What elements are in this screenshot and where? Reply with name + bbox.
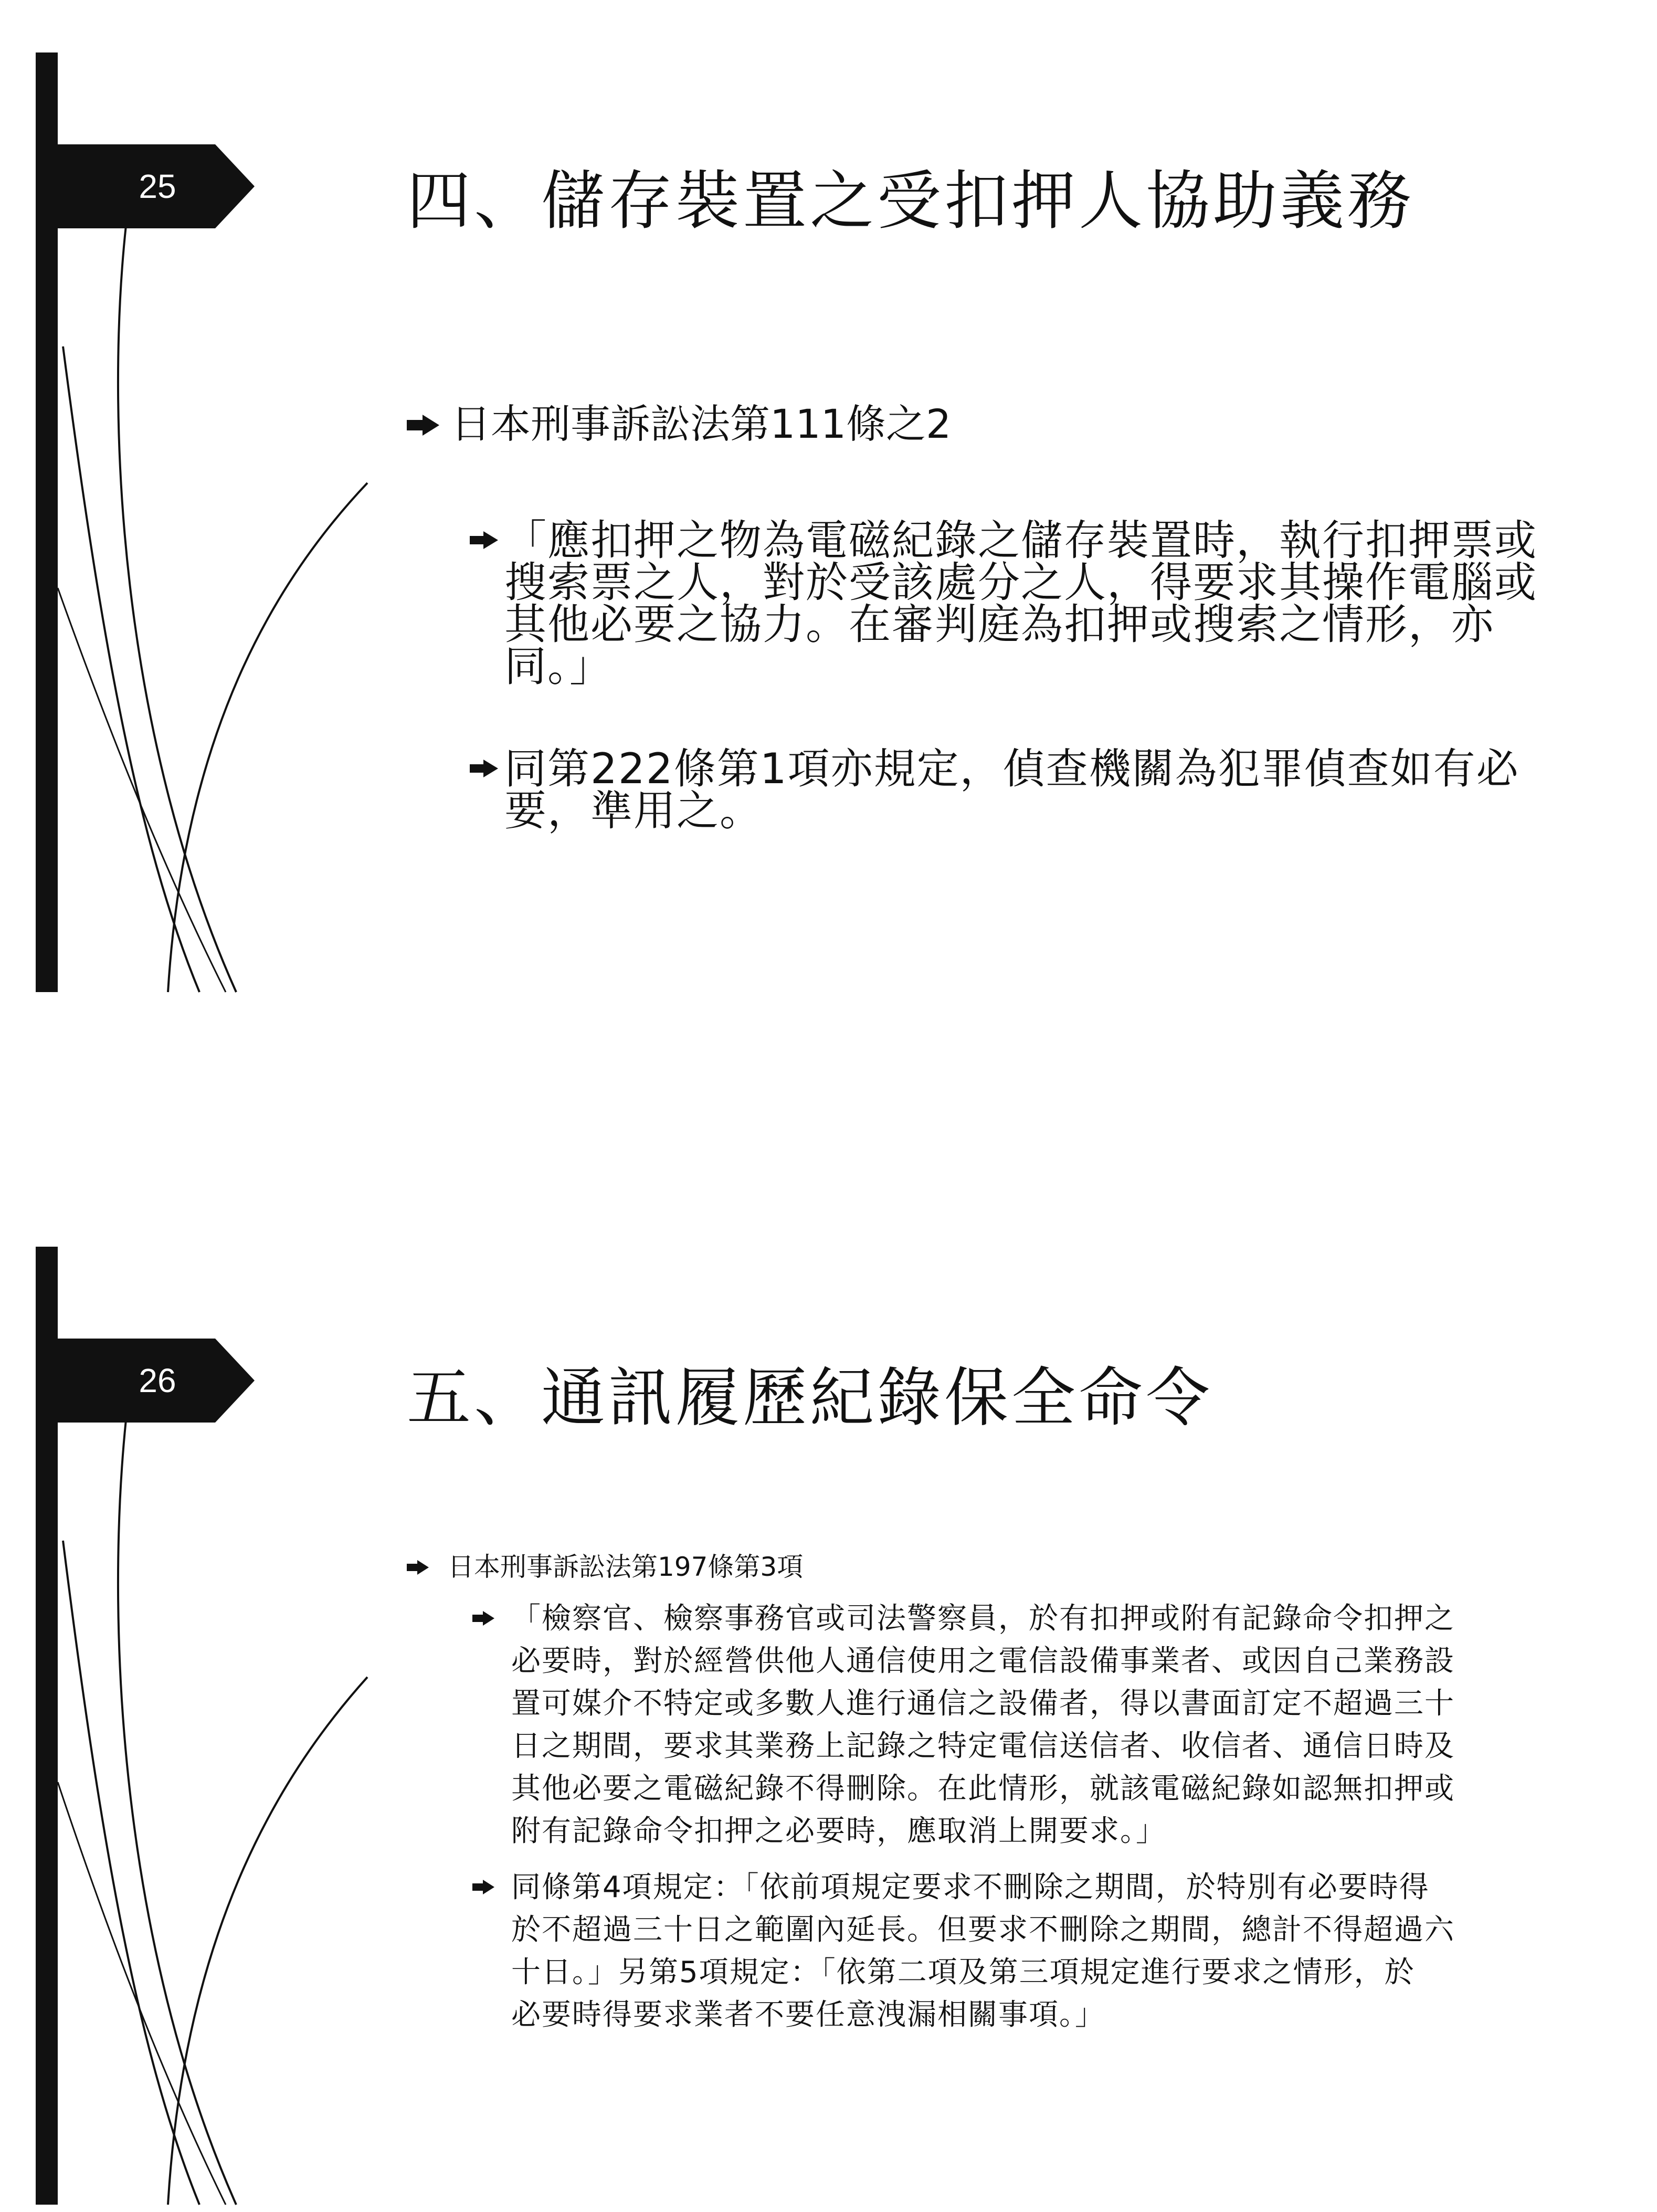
sub-bullet-item	[472, 1597, 1455, 1852]
slide-26	[0, 1247, 1657, 2212]
slide-title: 五、通訊履歷紀錄保全命令	[407, 1361, 1213, 1435]
slide-number: 25	[139, 167, 176, 205]
sub-bullet-text: 同第222條第1項亦規定，偵查機關為犯罪偵查如有必 要，準用之。	[504, 744, 1519, 835]
decorative-curve	[168, 483, 367, 992]
bullet-item	[407, 401, 952, 447]
right-arrow-icon	[470, 531, 498, 549]
bullet-text: 日本刑事訴訟法第111條之2	[451, 401, 952, 447]
sub-bullet-text: 「檢察官、檢察事務官或司法警察員，於有扣押或附有記錄命令扣押之 必要時，對於經營供他人通信使用之電信設備事業者、或因自己業務設 置可媒介不特定或多數人進行通信之設備者，得以書面訂定不超過三十 日之期間，要求其業務上記錄之特定電信送信者、收信者、通信日時及 其他必要之電磁紀錄不得刪除。在此情形，就該電磁紀錄如認無扣押或 附有記錄命令扣押之必要時，應取消上開要求。」	[511, 1602, 1455, 1848]
slide-number: 26	[139, 1362, 176, 1399]
slide-title: 四、儲存裝置之受扣押人協助義務	[407, 164, 1415, 238]
decorative-curve	[168, 1677, 367, 2205]
right-arrow-icon	[472, 1611, 494, 1626]
decorative-curve	[118, 1420, 236, 2205]
decorative-curve	[118, 226, 236, 992]
right-arrow-icon	[470, 760, 498, 777]
sub-bullet-item	[470, 744, 1519, 835]
right-arrow-icon	[407, 1560, 429, 1575]
slide-25	[0, 52, 1657, 997]
sub-bullet-text: 同條第4項規定：「依前項規定要求不刪除之期間，於特別有必要時得 於不超過三十日之範圍內延長。但要求不刪除之期間，總計不得超過六 十日。」另第5項規定：「依第二項及第三項規定進行要求之情形，於 必要時得要求業者不要任意洩漏相關事項。」	[511, 1870, 1455, 2032]
right-arrow-icon	[472, 1880, 494, 1894]
sub-bullet-item	[472, 1866, 1455, 2036]
right-arrow-icon	[407, 415, 439, 436]
sub-bullet-item	[470, 516, 1537, 691]
sub-bullet-text: 「應扣押之物為電磁紀錄之儲存裝置時，執行扣押票或 搜索票之人，對於受該處分之人，得要求其操作電腦或 其他必要之協力。在審判庭為扣押或搜索之情形，亦 同。」	[504, 516, 1537, 691]
bullet-text: 日本刑事訴訟法第197條第3項	[448, 1552, 804, 1582]
bullet-item	[407, 1554, 803, 1580]
